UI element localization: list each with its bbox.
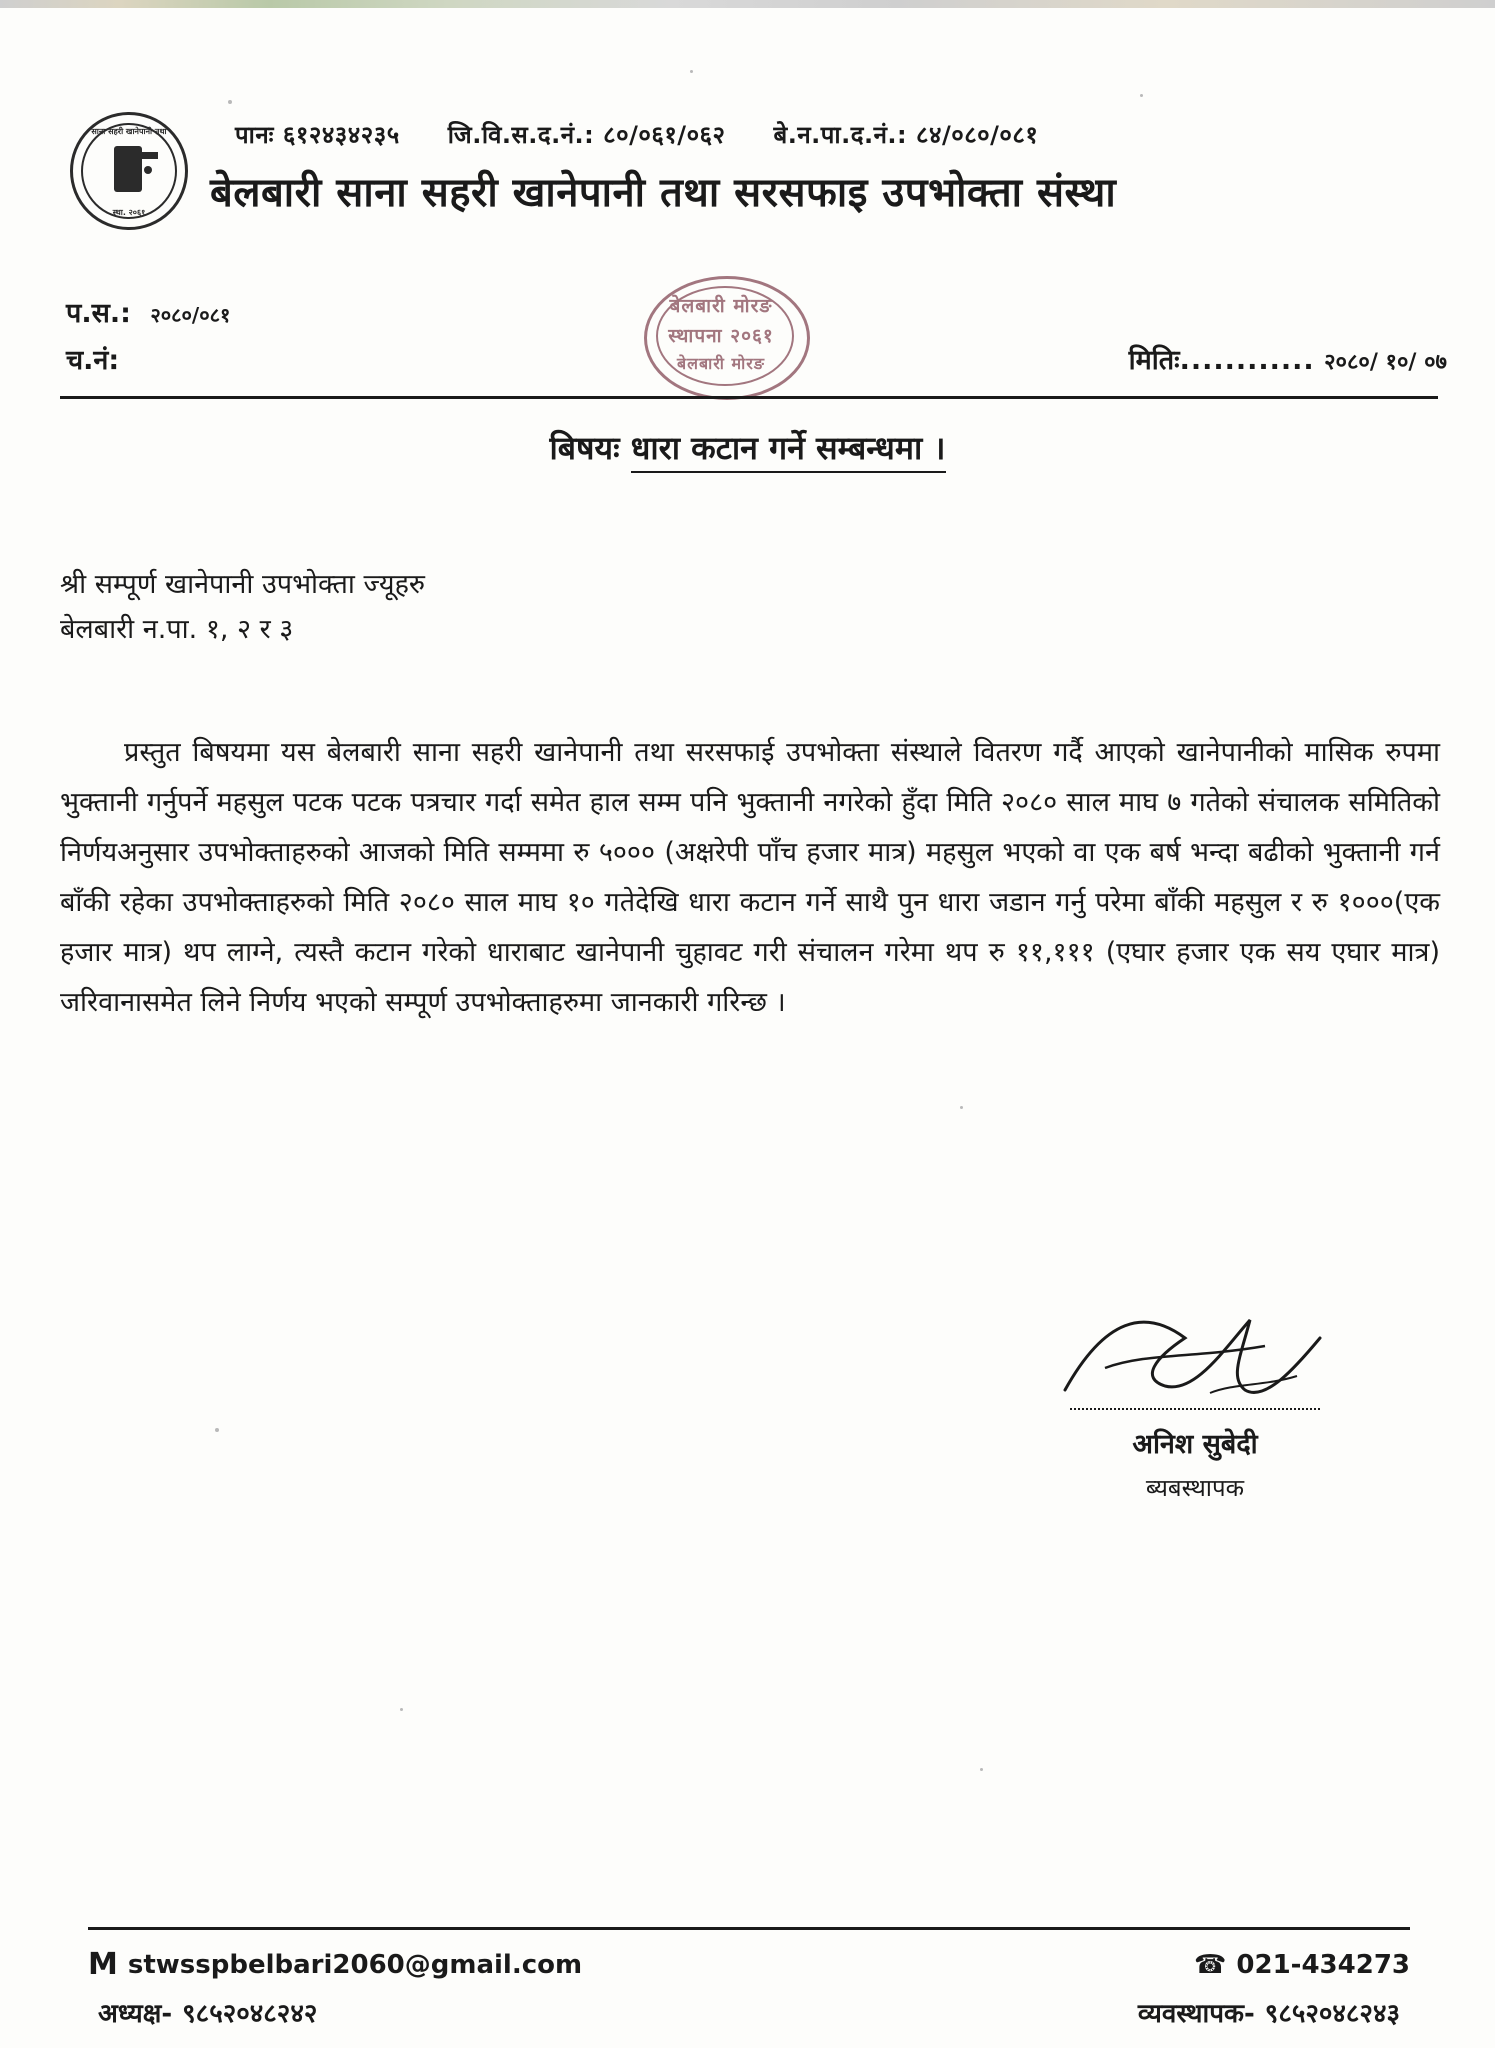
logo-bottom-text: स्था. २०६१ xyxy=(112,208,146,217)
addressee-line-2: बेलबारी न.पा. १, २ र ३ xyxy=(60,613,294,645)
scan-speck xyxy=(228,100,232,104)
scan-speck xyxy=(400,1708,403,1711)
scan-speck xyxy=(980,1768,983,1771)
chalani-row: च.नं: xyxy=(66,337,230,384)
registration-numbers xyxy=(60,118,1447,151)
stamp-line-1: बेलबारी मोरङ xyxy=(669,295,773,317)
letterhead xyxy=(60,118,1447,218)
registration-dvs: जि.वि.स.द.नं.: ८०/०६१/०६२ xyxy=(447,121,726,149)
footer-chairman-phone: ९८५२०४८२४२ xyxy=(182,1999,318,2029)
body-paragraph: प्रस्तुत बिषयमा यस बेलबारी साना सहरी खानेपानी तथा सरसफाई उपभोक्ता संस्थाले वितरण गर्दै आएको खानेपानीको मासिक रुपमा भुक्तानी गर्नुपर्ने महसुल पटक पटक पत्रचार गर्दा समेत हाल सम्म पनि भुक्तानी नगरेको हुँदा मिति २०८० साल माघ ७ गतेको संचालक समितिको निर्णयअनुसार उपभोक्ताहरुको आजको मिति सम्ममा रु ५००० (अक्षरेपी पाँच हजार मात्र) महसुल भएको वा एक बर्ष भन्दा बढीको भुक्तानी गर्न बाँकी रहेका उपभोक्ताहरुको मिति २०८० साल माघ १० गतेदेखि धारा कटान गर्ने साथै पुन धारा जडान गर्नु परेमा बाँकी महसुल र रु १०००(एक हजार मात्र) थप लाग्ने, त्यस्तै कटान गरेको धाराबाट खानेपानी चुहावट गरी संचालन गरेमा थप रु ११,१११ (एघार हजार एक सय एघार मात्र) जरिवानासमेत लिने निर्णय भएको सम्पूर्ण उपभोक्ताहरुमा जानकारी गरिन्छ । xyxy=(60,737,1440,1018)
patra-sankhya-row: प.स.: २०८०/०८१ xyxy=(66,298,231,329)
header-divider xyxy=(60,396,1438,399)
footer-manager-label: व्यवस्थापक- xyxy=(1137,1999,1255,2029)
subject-line xyxy=(0,426,1495,469)
footer-manager xyxy=(1138,1994,1400,2030)
scan-speck xyxy=(960,1106,963,1109)
addressee-line-1: श्री सम्पूर्ण खानेपानी उपभोक्ता ज्यूहरु xyxy=(60,569,426,600)
chalani-value xyxy=(119,350,129,374)
stamp-line-2: स्थापना २०६१ xyxy=(668,325,774,347)
phone-icon: ☎ xyxy=(1194,1950,1227,1980)
footer-phone-text: 021-434273 xyxy=(1236,1950,1410,1980)
registration-bnpa: बे.न.पा.द.नं.: ८४/०८०/०८१ xyxy=(773,121,1039,149)
scan-speck xyxy=(1140,94,1143,97)
logo-top-text: साना सहरी खानेपानी तथा xyxy=(91,127,167,136)
addressee-block xyxy=(60,563,425,652)
organization-logo-icon xyxy=(70,112,188,230)
footer-manager-phone: ९८५२०४८२४३ xyxy=(1264,1999,1400,2029)
gmail-icon: M xyxy=(88,1947,118,1982)
subject-prefix: बिषयः xyxy=(549,429,620,467)
official-stamp xyxy=(630,276,812,396)
letter-date: मितिः............ २०८०/ १०/ ०७ xyxy=(1128,345,1447,376)
registration-pan: पानः ६१२४३४२३५ xyxy=(235,121,400,149)
organization-name: बेलबारी साना सहरी खानेपानी तथा सरसफाइ उपभोक्ता संस्था xyxy=(210,170,1117,216)
stamp-line-3: बेलबारी मोरङ xyxy=(677,354,765,373)
scan-speck xyxy=(690,70,693,73)
signature-block xyxy=(1015,1298,1375,1504)
document-page xyxy=(0,8,1495,2048)
scan-edge xyxy=(0,0,1495,8)
footer-email-text: stwsspbelbari2060@gmail.com xyxy=(127,1950,583,1980)
footer-divider xyxy=(88,1927,1410,1930)
footer-phone[interactable] xyxy=(1194,1950,1410,1980)
patra-sankhya-value: २०८०/०८१ xyxy=(150,303,231,327)
subject-text: धारा कटान गर्ने सम्बन्धमा । xyxy=(631,429,946,473)
signature-line xyxy=(1070,1408,1320,1410)
letter-body xyxy=(60,728,1440,1028)
footer-email[interactable] xyxy=(88,1947,583,1982)
signatory-name: अनिश सुबेदी xyxy=(1132,1429,1258,1460)
footer-chairman-label: अध्यक्ष- xyxy=(98,1999,173,2029)
handwritten-signature xyxy=(1015,1298,1375,1408)
signatory-role: ब्यबस्थापक xyxy=(1145,1474,1245,1502)
letter-date-value: २०८०/ १०/ ०७ xyxy=(1324,350,1447,375)
footer-chairman xyxy=(98,1994,317,2030)
scan-speck xyxy=(215,1428,219,1432)
footer xyxy=(88,1947,1410,2030)
